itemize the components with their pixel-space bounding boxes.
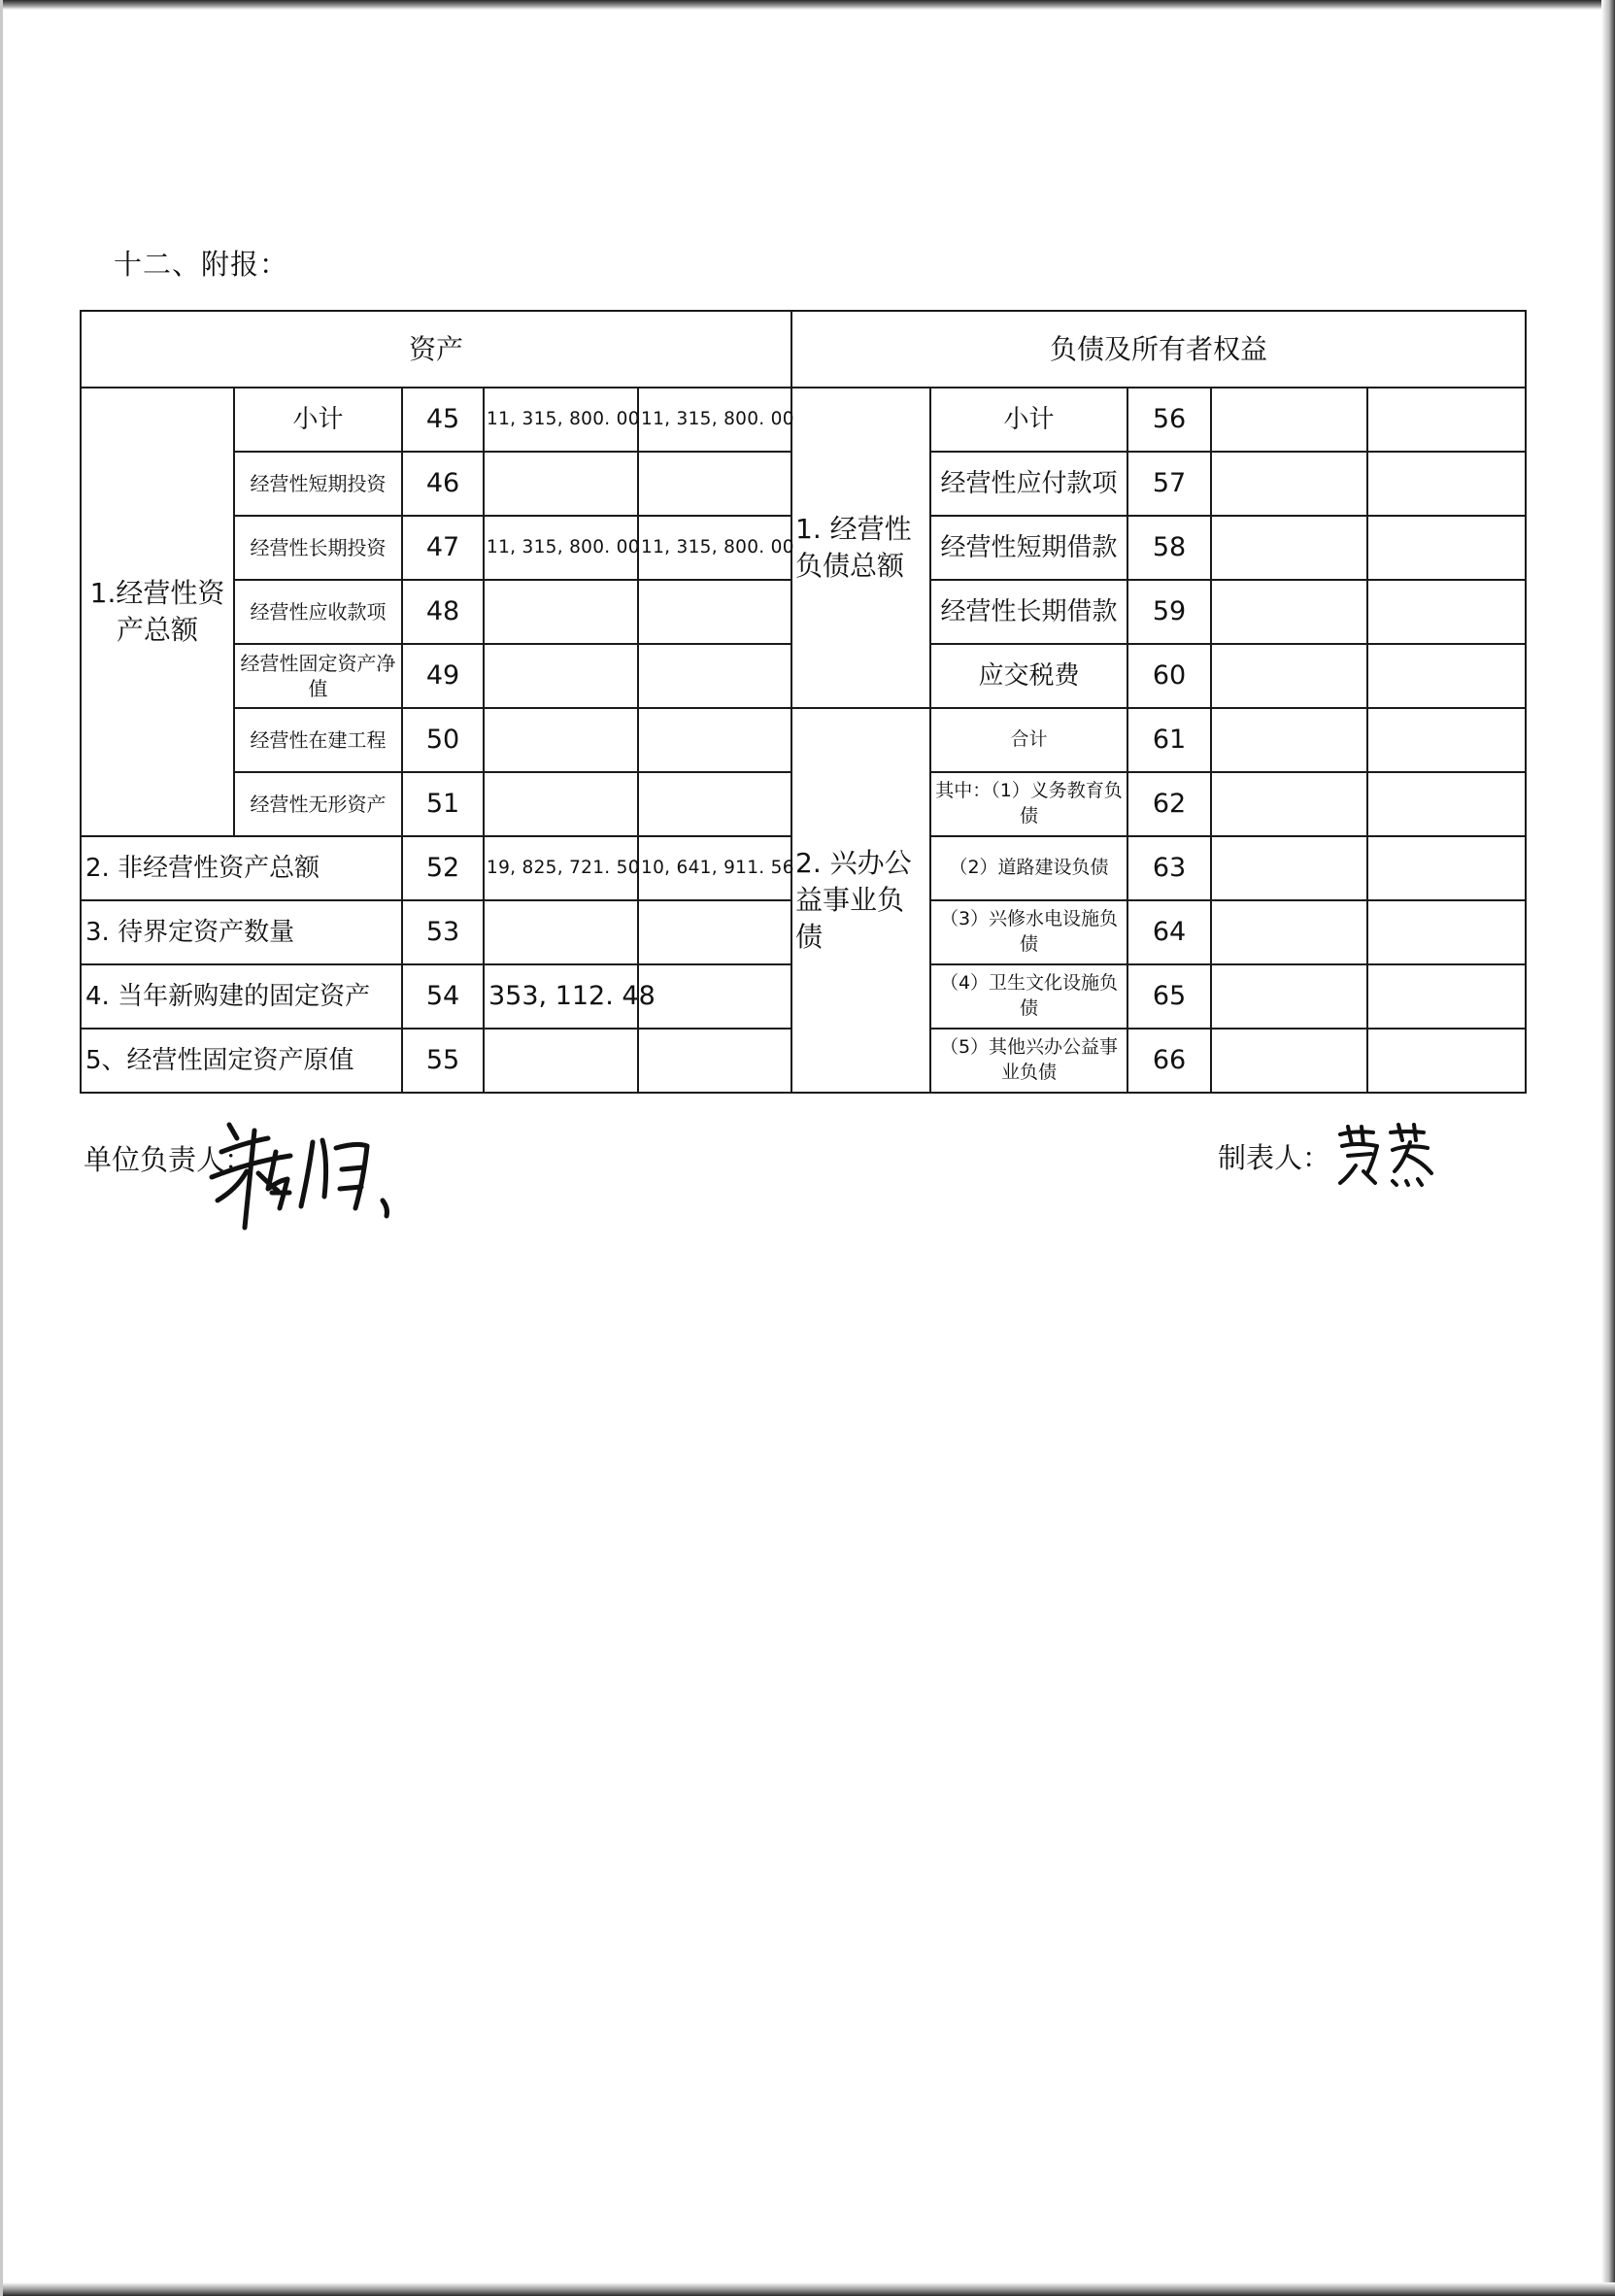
asset-value-col2 <box>638 580 791 644</box>
asset-value-col2 <box>638 1029 791 1093</box>
asset-value-col1: 353, 112. 48 <box>484 964 638 1029</box>
liability-row-label: 经营性长期借款 <box>930 580 1127 644</box>
liability-value-col2 <box>1367 580 1526 644</box>
unit-head-signature <box>208 1113 412 1239</box>
asset-value-col1 <box>484 708 638 772</box>
asset-value-col2: 11, 315, 800. 00 <box>638 516 791 580</box>
section-title: 十二、附报： <box>114 248 289 281</box>
asset-row-label: 5、经营性固定资产原值 <box>81 1029 402 1093</box>
asset-value-col2 <box>638 900 791 964</box>
liability-value-col2 <box>1367 708 1526 772</box>
liability-value-col2 <box>1367 516 1526 580</box>
asset-value-col2: 10, 641, 911. 56 <box>638 836 791 900</box>
asset-group-operating-total: 1.经营性资产总额 <box>81 388 234 836</box>
asset-row-label: 小计 <box>234 388 402 452</box>
asset-line-number: 50 <box>402 708 484 772</box>
liability-line-number: 64 <box>1127 900 1211 964</box>
liability-line-number: 65 <box>1127 964 1211 1029</box>
liability-row-label: 其中：（1）义务教育负债 <box>930 772 1127 836</box>
liability-value-col1 <box>1211 388 1367 452</box>
liability-line-number: 66 <box>1127 1029 1211 1093</box>
asset-line-number: 52 <box>402 836 484 900</box>
asset-line-number: 54 <box>402 964 484 1029</box>
asset-value-col2: 11, 315, 800. 00 <box>638 388 791 452</box>
asset-line-number: 51 <box>402 772 484 836</box>
liability-value-col1 <box>1211 964 1367 1029</box>
liability-value-col2 <box>1367 900 1526 964</box>
liability-line-number: 56 <box>1127 388 1211 452</box>
liability-row-label: 经营性应付款项 <box>930 452 1127 516</box>
supplementary-report-table <box>80 310 1527 1094</box>
liability-value-col1 <box>1211 516 1367 580</box>
asset-row-label: 2. 非经营性资产总额 <box>81 836 402 900</box>
liability-value-col1 <box>1211 1029 1367 1093</box>
liability-group-operating-total: 1. 经营性负债总额 <box>791 388 930 708</box>
asset-value-col1 <box>484 580 638 644</box>
liability-value-col1 <box>1211 708 1367 772</box>
asset-value-col1 <box>484 644 638 708</box>
asset-value-col2 <box>638 708 791 772</box>
asset-line-number: 48 <box>402 580 484 644</box>
liability-value-col1 <box>1211 644 1367 708</box>
asset-row-label: 经营性长期投资 <box>234 516 402 580</box>
liability-line-number: 57 <box>1127 452 1211 516</box>
liabilities-header: 负债及所有者权益 <box>791 311 1526 388</box>
asset-row-label: 4. 当年新购建的固定资产 <box>81 964 402 1029</box>
liability-value-col1 <box>1211 772 1367 836</box>
liability-line-number: 58 <box>1127 516 1211 580</box>
asset-value-col2 <box>638 772 791 836</box>
liability-value-col1 <box>1211 900 1367 964</box>
asset-value-col1 <box>484 1029 638 1093</box>
asset-line-number: 55 <box>402 1029 484 1093</box>
asset-value-col1: 11, 315, 800. 00 <box>484 516 638 580</box>
liability-row-label: 小计 <box>930 388 1127 452</box>
preparer-signature <box>1334 1123 1441 1191</box>
preparer-label: 制表人： <box>1218 1141 1331 1174</box>
liability-value-col2 <box>1367 964 1526 1029</box>
asset-line-number: 45 <box>402 388 484 452</box>
liability-value-col2 <box>1367 644 1526 708</box>
liability-value-col1 <box>1211 452 1367 516</box>
liability-value-col2 <box>1367 836 1526 900</box>
liability-row-label: 合计 <box>930 708 1127 772</box>
asset-value-col1 <box>484 772 638 836</box>
liability-row-label: 应交税费 <box>930 644 1127 708</box>
asset-line-number: 53 <box>402 900 484 964</box>
liability-row-label: （2）道路建设负债 <box>930 836 1127 900</box>
liability-value-col2 <box>1367 452 1526 516</box>
liability-row-label: 经营性短期借款 <box>930 516 1127 580</box>
asset-value-col1: 11, 315, 800. 00 <box>484 388 638 452</box>
liability-line-number: 59 <box>1127 580 1211 644</box>
asset-value-col2 <box>638 644 791 708</box>
liability-row-label: （3）兴修水电设施负债 <box>930 900 1127 964</box>
liability-row-label: （4）卫生文化设施负债 <box>930 964 1127 1029</box>
asset-row-label: 经营性应收款项 <box>234 580 402 644</box>
liability-line-number: 63 <box>1127 836 1211 900</box>
asset-row-label: 经营性短期投资 <box>234 452 402 516</box>
asset-row-label: 经营性固定资产净值 <box>234 644 402 708</box>
liability-group-public-welfare: 2. 兴办公益事业负债 <box>791 708 930 1093</box>
asset-line-number: 46 <box>402 452 484 516</box>
liability-row-label: （5）其他兴办公益事业负债 <box>930 1029 1127 1093</box>
liability-line-number: 61 <box>1127 708 1211 772</box>
asset-row-label: 3. 待界定资产数量 <box>81 900 402 964</box>
asset-value-col1: 19, 825, 721. 50 <box>484 836 638 900</box>
asset-value-col1 <box>484 452 638 516</box>
liability-value-col1 <box>1211 580 1367 644</box>
asset-line-number: 49 <box>402 644 484 708</box>
asset-value-col1 <box>484 900 638 964</box>
asset-line-number: 47 <box>402 516 484 580</box>
liability-value-col2 <box>1367 1029 1526 1093</box>
asset-value-col2 <box>638 452 791 516</box>
asset-value-col2 <box>638 964 791 1029</box>
asset-row-label: 经营性无形资产 <box>234 772 402 836</box>
unit-head-label: 单位负责人： <box>84 1143 253 1176</box>
liability-value-col2 <box>1367 772 1526 836</box>
liability-value-col1 <box>1211 836 1367 900</box>
liability-line-number: 60 <box>1127 644 1211 708</box>
assets-header: 资产 <box>81 311 791 388</box>
liability-value-col2 <box>1367 388 1526 452</box>
asset-row-label: 经营性在建工程 <box>234 708 402 772</box>
liability-line-number: 62 <box>1127 772 1211 836</box>
